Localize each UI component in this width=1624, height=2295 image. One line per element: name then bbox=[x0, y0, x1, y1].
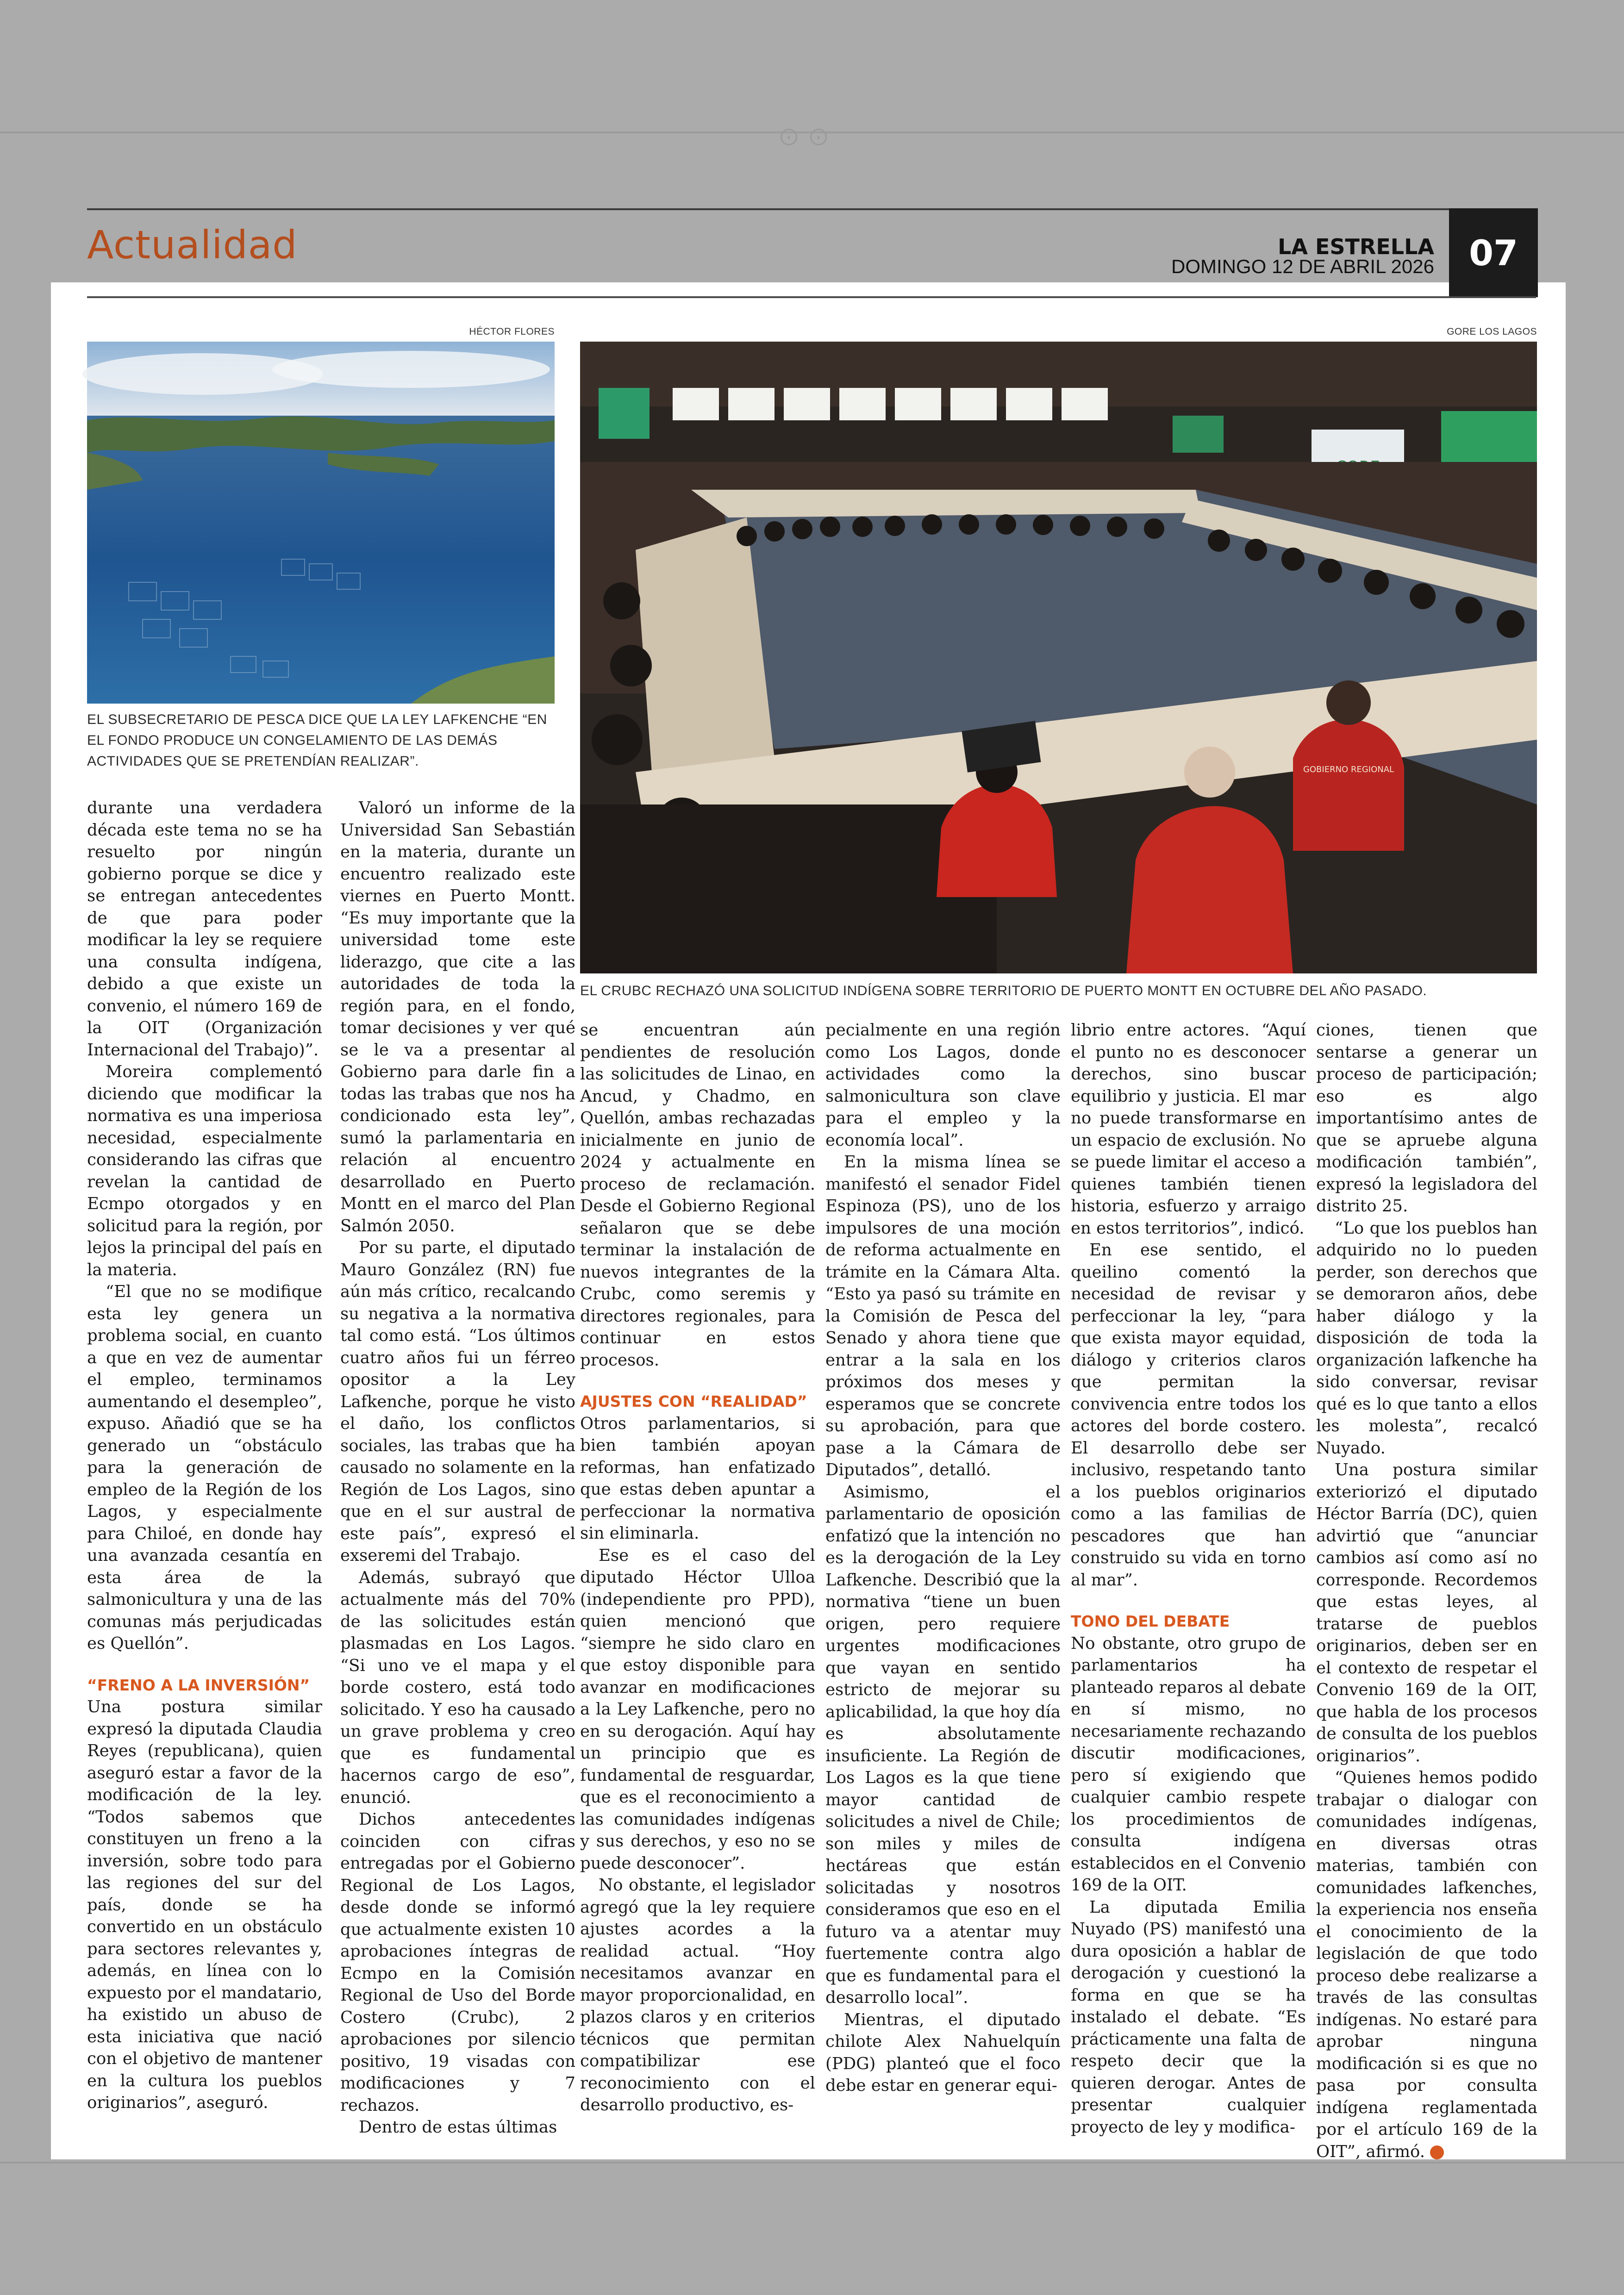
photo-caption-left: EL SUBSECRETARIO DE PESCA DICE QUE LA LEY LAFKENCHE “EN EL FONDO PRODUCE UN CONGELAMIENTO DE LAS DEMÁS ACTIVIDADES QUE SE PRETENDÍAN REALIZAR”. bbox=[87, 712, 547, 769]
end-of-article-icon: ✪ bbox=[1430, 2145, 1444, 2159]
subheading-tono: TONO DEL DEBATE bbox=[1071, 1612, 1230, 1630]
prev-page-button[interactable]: ‹ bbox=[781, 129, 797, 145]
paragraph: se encuentran aún pendientes de resolución las solicitudes de Linao, en Ancud, y Chadmo, en Quellón, ambas rechazadas inicialmente en junio de 2024 y actualmente en proceso de reclamación. Desde el Gobierno Regional señalaron que se debe terminar la instalación de nuevos integrantes de la Crubc, como seremis y directores regionales, para continuar en estos procesos. bbox=[580, 1021, 815, 1370]
issue-date: DOMINGO 12 DE ABRIL 2026 bbox=[1171, 256, 1434, 277]
paragraph: librio entre actores. “Aquí el punto no es desconocer derechos, sino buscar equilibrio y justicia. El mar no puede transformarse en un espacio de exclusión. No se puede limitar el acceso a quienes también tienen historia, esfuerzo y arraigo en estos territorios”, indicó. bbox=[1071, 1021, 1306, 1238]
meeting-photo bbox=[580, 342, 1537, 973]
photo-credit-left: HÉCTOR FLORES bbox=[469, 326, 555, 337]
paragraph: durante una verdadera década este tema no se ha resuelto por ningún gobierno porque se dice y se entregan antecedentes de que para poder modificar la ley se requiere una consulta indígena, debido a que existe un convenio, el número 169 de la OIT (Organización Internacional del Trabajo)”. bbox=[87, 798, 322, 1060]
viewer-background bbox=[0, 0, 1624, 132]
paragraph: Asimismo, el parlamentario de oposición enfatizó que la intención no es la derogación de la Ley Lafkenche. Describió que la normativa “tiene un buen origen, pero requiere urgentes modificaciones que vayan en sentido estricto de mejorar su aplicabilidad, la que hoy día es absolutamente insuficiente. La Región de Los Lagos es la que tiene mayor cantidad de solicitudes a nivel de Chile; son miles y miles de hectáreas que están solicitadas y nosotros consideramos que eso en el futuro va a atentar muy fuertemente contra algo que es fundamental para el desarrollo local”. bbox=[825, 1482, 1061, 2007]
paragraph: Valoró un informe de la Universidad San Sebastián en la materia, durante un encuentro realizado este viernes en Puerto Montt. “Es muy importante que la universidad tome este liderazgo, que cite a las autoridades de toda la región para, en el fondo, tomar decisiones y ver qué se le va a presentar al Gobierno para darle fin a todas las trabas que nos ha condicionado esta ley”, sumó la parlamentaria en relación al encuentro desarrollado en Puerto Montt en el marco del Plan Salmón 2050. bbox=[340, 798, 575, 1235]
paragraph: ciones, tienen que sentarse a generar un proceso de participación; eso es algo importantísimo antes de que se apruebe alguna modificación también”, expresó la legisladora del distrito 25. bbox=[1316, 1021, 1537, 1216]
paragraph: Moreira complementó diciendo que modificar la normativa es una imperiosa necesidad, especialmente considerando las cifras que revelan la cantidad de Ecmpo otorgados y en solicitud para la región, por lejos la principal del país en la materia. bbox=[87, 1062, 322, 1279]
header-rule bbox=[87, 208, 1449, 210]
paragraph: pecialmente en una región como Los Lagos, donde actividades como la salmonicultura son clave para el empleo y la economía local”. bbox=[825, 1021, 1061, 1150]
next-page-button[interactable]: › bbox=[810, 129, 827, 145]
article-column-3 bbox=[580, 1019, 815, 2114]
paragraph bbox=[1316, 1767, 1537, 2163]
paper-name: LA ESTRELLA bbox=[1278, 234, 1434, 259]
paragraph: Una postura similar exteriorizó el diputado Héctor Barría (DC), quien advirtió que “anunciar cambios así como así no corresponde. Recordemos que estas leyes, al tratarse de pueblos originarios, deben ser en el contexto de respetar el Convenio 169 de la OIT, que habla de los procesos de consulta de los pueblos originarios”. bbox=[1316, 1460, 1537, 1765]
paragraph: En la misma línea se manifestó el senador Fidel Espinoza (PS), uno de los impulsores de una moción de reforma actualmente en trámite en la Cámara Alta. “Esto ya pasó su trámite en la Comisión de Pesca del Senado y ahora tiene que entrar a la sala en los próximos dos meses y esperamos que se concrete su aprobación, para que pase a la Cámara de Diputados”, detalló. bbox=[825, 1153, 1061, 1479]
paragraph-text: “Quienes hemos podido trabajar o dialogar con comunidades indígenas, en diversas otras materias, también con comunidades lafkenches, la experiencia nos enseña el conocimiento de la legislación de que todo proceso debe realizarse a través de las consultas indígenas. No estaré para aprobar ninguna modificación si es que no pasa por consulta indígena reglamentada por el artículo 169 de la OIT”, afirmó. bbox=[1316, 1768, 1537, 2161]
paragraph: “El que no se modifique esta ley genera un problema social, en cuanto a que en vez de aumentar el empleo, terminamos aumentando el desempleo”, expuso. Añadió que se ha generado un “obstáculo para la generación de empleo de la Región de los Lagos, y especialmente para Chiloé, en donde hay una avanzada cesantía en esta área de la salmonicultura y una de las comunas más perjudicadas es Quellón”. bbox=[87, 1282, 322, 1653]
paragraph: “Lo que los pueblos han adquirido no lo pueden perder, son derechos que se demoraron años, debe haber diálogo y la disposición de toda la organización lafkenche ha sido conversar, revisar qué es lo que tanto a ellos les molesta”, recalcó Nuyado. bbox=[1316, 1218, 1537, 1458]
paragraph: Por su parte, el diputado Mauro González (RN) fue aún más crítico, recalcando su negativa a la normativa tal como está. “Los últimos cuatro años fui un férreo opositor a la Ley Lafkenche, porque he visto el daño, los conflictos sociales, las trabas que ha causado no solamente en la Región de Los Lagos, sino que en el sur austral de este país”, expresó el exseremi del Trabajo. bbox=[340, 1238, 575, 1565]
paragraph: No obstante, otro grupo de parlamentarios ha planteado reparos al debate en sí mismo, no necesariamente rechazando discutir modificaciones, pero sí exigiendo que cualquier cambio respete los procedimientos de consulta indígena establecidos en el Convenio 169 de la OIT. bbox=[1071, 1634, 1306, 1895]
paragraph: Mientras, el diputado chilote Alex Nahuelquín (PDG) planteó que el foco debe estar en generar equi- bbox=[825, 2010, 1061, 2095]
paragraph: Otros parlamentarios, si bien también apoyan reformas, han enfatizado que estas deben apuntar a perfeccionar la normativa sin eliminarla. bbox=[580, 1414, 815, 1543]
aerial-photo bbox=[87, 342, 555, 704]
paragraph: La diputada Emilia Nuyado (PS) manifestó una dura oposición a hablar de derogación y cuestionó la forma en que se ha instalado el debate. “Es prácticamente una falta de respeto decir que la quieren derogar. Antes de presentar cualquier proyecto de ley y modifica- bbox=[1071, 1897, 1306, 2137]
paragraph: Una postura similar expresó la diputada Claudia Reyes (republicana), quien aseguró estar a favor de la modificación de la ley. “Todos sabemos que constituyen un freno a la inversión, sobre todo para las regiones del sur del país, donde se ha convertido en un obstáculo para sectores relevantes y, además, en línea con lo expuesto por el mandatario, ha existido un abuso de esta iniciativa que nació con el objetivo de mantener en la cultura los pueblos originarios”, aseguró. bbox=[87, 1697, 322, 2112]
photo-caption-right: EL CRUBC RECHAZÓ UNA SOLICITUD INDÍGENA SOBRE TERRITORIO DE PUERTO MONTT EN OCTUBRE DEL AÑO PASADO. bbox=[580, 983, 1427, 998]
article-column-6 bbox=[1316, 1019, 1537, 2161]
paragraph: Dentro de estas últimas bbox=[359, 2118, 557, 2137]
header-bottom-rule bbox=[87, 296, 1536, 298]
photo-credit-right: GORE LOS LAGOS bbox=[1447, 326, 1537, 337]
paragraph: No obstante, el legislador agregó que la ley requiere ajustes acordes a la realidad actual. “Hoy necesitamos avanzar en mayor proporcionalidad, en plazos claros y en criterios técnicos que permitan compatibilizar ese reconocimiento con el desarrollo productivo, es- bbox=[580, 1876, 815, 2114]
article-column-2 bbox=[340, 797, 575, 2137]
article-column-1 bbox=[87, 797, 322, 2112]
paragraph: Además, subrayó que actualmente más del 70% de las solicitudes están plasmadas en Los Lagos. “Si uno ve el mapa y el borde costero, está todo solicitado. Y eso ha causado un grave problema y creo que es fundamental hacernos cargo de eso”, enunció. bbox=[340, 1568, 575, 1807]
page-number: 07 bbox=[1449, 208, 1538, 297]
vest-text: GOBIERNO REGIONAL bbox=[1303, 765, 1394, 774]
article-column-4 bbox=[825, 1019, 1061, 2093]
paragraph: Ese es el caso del diputado Héctor Ulloa (independiente pro PPD), quien mencionó que “siempre he sido claro en que estoy disponible para avanzar en modificaciones a la Ley Lafkenche, pero no en su derogación. Aquí hay un principio que es fundamental de resguardar, que es el reconocimiento a las comunidades indígenas y sus derechos, y eso no se puede desconocer”. bbox=[580, 1546, 815, 1873]
subheading-freno: “FRENO A LA INVERSIÓN” bbox=[87, 1676, 310, 1694]
paragraph: En ese sentido, el queilino comentó la necesidad de revisar y perfeccionar la ley, “para que exista mayor equidad, diálogo y criterios claros que permitan la convivencia entre todos los actores del borde costero. El desarrollo debe ser inclusivo, respetando tanto a los pueblos originarios como a las familias de pescadores que han construido su vida en torno al mar”. bbox=[1071, 1241, 1306, 1590]
subheading-ajustes: AJUSTES CON “REALIDAD” bbox=[580, 1392, 807, 1410]
article-column-5 bbox=[1071, 1019, 1306, 2137]
page-navigation bbox=[781, 129, 827, 145]
paragraph: Dichos antecedentes coinciden con cifras entregadas por el Gobierno Regional de Los Lagos, desde donde se informó que actualmente existen 10 aprobaciones íntegras de Ecmpo en la Comisión Regional de Uso del Borde Costero (Crubc), 2 aprobaciones por silencio positivo, 19 visadas con modificaciones y 7 rechazos. bbox=[340, 1810, 575, 2115]
section-title: Actualidad bbox=[87, 222, 298, 268]
